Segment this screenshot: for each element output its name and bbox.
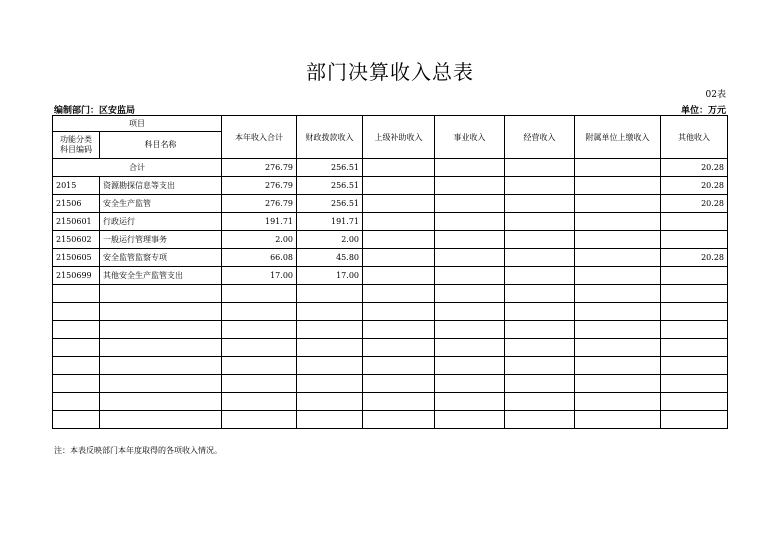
cell-affiliate bbox=[575, 213, 661, 231]
table-row bbox=[53, 357, 728, 375]
cell-other: 20.28 bbox=[661, 177, 728, 195]
cell-fiscal: 2.00 bbox=[297, 231, 363, 249]
cell-superior bbox=[363, 339, 435, 357]
cell-fiscal: 45.80 bbox=[297, 249, 363, 267]
header-col-other: 其他收入 bbox=[661, 116, 728, 159]
cell-superior bbox=[363, 285, 435, 303]
cell-total: 2.00 bbox=[222, 231, 297, 249]
cell-superior bbox=[363, 303, 435, 321]
cell-code: 2150605 bbox=[53, 249, 100, 267]
cell-business bbox=[505, 393, 575, 411]
cell-name: 安全生产监管 bbox=[100, 195, 222, 213]
header-col-superior: 上级补助收入 bbox=[363, 116, 435, 159]
cell-business bbox=[505, 375, 575, 393]
cell-affiliate bbox=[575, 375, 661, 393]
cell-fiscal: 256.51 bbox=[297, 159, 363, 177]
cell-name bbox=[100, 393, 222, 411]
cell-name: 行政运行 bbox=[100, 213, 222, 231]
cell-total bbox=[222, 375, 297, 393]
table-row bbox=[53, 411, 728, 429]
header-code: 功能分类 科目编码 bbox=[53, 132, 100, 159]
cell-affiliate bbox=[575, 393, 661, 411]
cell-affiliate bbox=[575, 339, 661, 357]
cell-name: 资源勘探信息等支出 bbox=[100, 177, 222, 195]
cell-career bbox=[435, 393, 505, 411]
cell-career bbox=[435, 177, 505, 195]
cell-name bbox=[100, 339, 222, 357]
cell-business bbox=[505, 357, 575, 375]
table-body bbox=[53, 159, 728, 429]
cell-career bbox=[435, 267, 505, 285]
page-title: 部门决算收入总表 bbox=[306, 60, 474, 84]
cell-code: 2150699 bbox=[53, 267, 100, 285]
cell-superior bbox=[363, 177, 435, 195]
cell-business bbox=[505, 339, 575, 357]
header-col-affiliate: 附属单位上缴收入 bbox=[575, 116, 661, 159]
cell-total bbox=[222, 393, 297, 411]
cell-other bbox=[661, 393, 728, 411]
cell-total bbox=[222, 357, 297, 375]
cell-other: 20.28 bbox=[661, 195, 728, 213]
cell-business bbox=[505, 249, 575, 267]
cell-career bbox=[435, 195, 505, 213]
cell-name bbox=[100, 285, 222, 303]
table-row bbox=[53, 393, 728, 411]
cell-code: 21506 bbox=[53, 195, 100, 213]
table-row bbox=[53, 213, 728, 231]
cell-fiscal: 256.51 bbox=[297, 195, 363, 213]
header-col-career: 事业收入 bbox=[435, 116, 505, 159]
table-row bbox=[53, 249, 728, 267]
cell-fiscal bbox=[297, 357, 363, 375]
cell-affiliate bbox=[575, 321, 661, 339]
table-row bbox=[53, 321, 728, 339]
cell-total: 191.71 bbox=[222, 213, 297, 231]
cell-code bbox=[53, 303, 100, 321]
cell-name bbox=[100, 357, 222, 375]
table-row bbox=[53, 267, 728, 285]
cell-fiscal bbox=[297, 393, 363, 411]
cell-superior bbox=[363, 321, 435, 339]
cell-career bbox=[435, 339, 505, 357]
cell-business bbox=[505, 285, 575, 303]
table-row bbox=[53, 177, 728, 195]
cell-superior bbox=[363, 411, 435, 429]
cell-business bbox=[505, 213, 575, 231]
cell-fiscal: 256.51 bbox=[297, 177, 363, 195]
cell-total: 276.79 bbox=[222, 159, 297, 177]
cell-fiscal bbox=[297, 339, 363, 357]
cell-affiliate bbox=[575, 285, 661, 303]
cell-career bbox=[435, 249, 505, 267]
cell-other bbox=[661, 303, 728, 321]
cell-affiliate bbox=[575, 267, 661, 285]
cell-code: 2015 bbox=[53, 177, 100, 195]
cell-name bbox=[100, 411, 222, 429]
cell-code: 2150601 bbox=[53, 213, 100, 231]
cell-superior bbox=[363, 357, 435, 375]
cell-affiliate bbox=[575, 177, 661, 195]
cell-other bbox=[661, 267, 728, 285]
cell-business bbox=[505, 195, 575, 213]
cell-career bbox=[435, 411, 505, 429]
cell-fiscal bbox=[297, 375, 363, 393]
cell-total: 276.79 bbox=[222, 195, 297, 213]
cell-name: 合计 bbox=[53, 159, 222, 177]
cell-affiliate bbox=[575, 231, 661, 249]
cell-other bbox=[661, 357, 728, 375]
header-col-fiscal: 财政拨款收入 bbox=[297, 116, 363, 159]
cell-total bbox=[222, 339, 297, 357]
cell-business bbox=[505, 177, 575, 195]
cell-other bbox=[661, 231, 728, 249]
cell-name bbox=[100, 375, 222, 393]
header-item: 项目 bbox=[53, 116, 222, 132]
cell-fiscal bbox=[297, 411, 363, 429]
cell-other: 20.28 bbox=[661, 159, 728, 177]
cell-affiliate bbox=[575, 249, 661, 267]
cell-affiliate bbox=[575, 411, 661, 429]
cell-career bbox=[435, 285, 505, 303]
cell-business bbox=[505, 321, 575, 339]
header-name: 科目名称 bbox=[100, 132, 222, 159]
cell-fiscal bbox=[297, 321, 363, 339]
cell-code bbox=[53, 321, 100, 339]
cell-business bbox=[505, 231, 575, 249]
cell-code bbox=[53, 411, 100, 429]
department-label: 编制部门：区安监局 bbox=[54, 106, 136, 116]
cell-superior bbox=[363, 195, 435, 213]
cell-career bbox=[435, 321, 505, 339]
cell-fiscal: 191.71 bbox=[297, 213, 363, 231]
table-row bbox=[53, 303, 728, 321]
income-summary-table bbox=[52, 115, 728, 429]
cell-other bbox=[661, 321, 728, 339]
cell-superior bbox=[363, 393, 435, 411]
cell-superior bbox=[363, 267, 435, 285]
footnote: 注：本表反映部门本年度取得的各项收入情况。 bbox=[54, 446, 222, 455]
cell-code bbox=[53, 339, 100, 357]
table-row bbox=[53, 375, 728, 393]
cell-business bbox=[505, 159, 575, 177]
cell-name: 安全监管监察专项 bbox=[100, 249, 222, 267]
cell-code: 2150602 bbox=[53, 231, 100, 249]
cell-other bbox=[661, 285, 728, 303]
cell-code bbox=[53, 375, 100, 393]
cell-code bbox=[53, 357, 100, 375]
cell-total: 17.00 bbox=[222, 267, 297, 285]
cell-name bbox=[100, 321, 222, 339]
table-row bbox=[53, 285, 728, 303]
unit-label: 单位：万元 bbox=[680, 106, 726, 116]
cell-other bbox=[661, 375, 728, 393]
cell-other bbox=[661, 411, 728, 429]
cell-affiliate bbox=[575, 159, 661, 177]
cell-fiscal bbox=[297, 285, 363, 303]
cell-career bbox=[435, 213, 505, 231]
cell-code bbox=[53, 285, 100, 303]
cell-superior bbox=[363, 231, 435, 249]
cell-other bbox=[661, 213, 728, 231]
cell-affiliate bbox=[575, 303, 661, 321]
cell-total bbox=[222, 285, 297, 303]
table-row bbox=[53, 231, 728, 249]
cell-fiscal: 17.00 bbox=[297, 267, 363, 285]
cell-business bbox=[505, 303, 575, 321]
form-number: 02表 bbox=[705, 90, 726, 100]
cell-name: 一般运行管理事务 bbox=[100, 231, 222, 249]
table-row bbox=[53, 195, 728, 213]
cell-superior bbox=[363, 375, 435, 393]
cell-name: 其他安全生产监管支出 bbox=[100, 267, 222, 285]
cell-career bbox=[435, 159, 505, 177]
cell-affiliate bbox=[575, 195, 661, 213]
cell-superior bbox=[363, 249, 435, 267]
header-col-business: 经营收入 bbox=[505, 116, 575, 159]
cell-total bbox=[222, 411, 297, 429]
cell-other bbox=[661, 339, 728, 357]
cell-career bbox=[435, 357, 505, 375]
cell-fiscal bbox=[297, 303, 363, 321]
cell-name bbox=[100, 303, 222, 321]
cell-business bbox=[505, 411, 575, 429]
cell-code bbox=[53, 393, 100, 411]
header-col-total: 本年收入合计 bbox=[222, 116, 297, 159]
cell-total bbox=[222, 303, 297, 321]
cell-career bbox=[435, 231, 505, 249]
cell-career bbox=[435, 303, 505, 321]
cell-affiliate bbox=[575, 357, 661, 375]
table-row bbox=[53, 339, 728, 357]
table-row bbox=[53, 159, 728, 177]
cell-total: 276.79 bbox=[222, 177, 297, 195]
cell-other: 20.28 bbox=[661, 249, 728, 267]
cell-business bbox=[505, 267, 575, 285]
cell-career bbox=[435, 375, 505, 393]
cell-superior bbox=[363, 213, 435, 231]
cell-superior bbox=[363, 159, 435, 177]
cell-total bbox=[222, 321, 297, 339]
cell-total: 66.08 bbox=[222, 249, 297, 267]
